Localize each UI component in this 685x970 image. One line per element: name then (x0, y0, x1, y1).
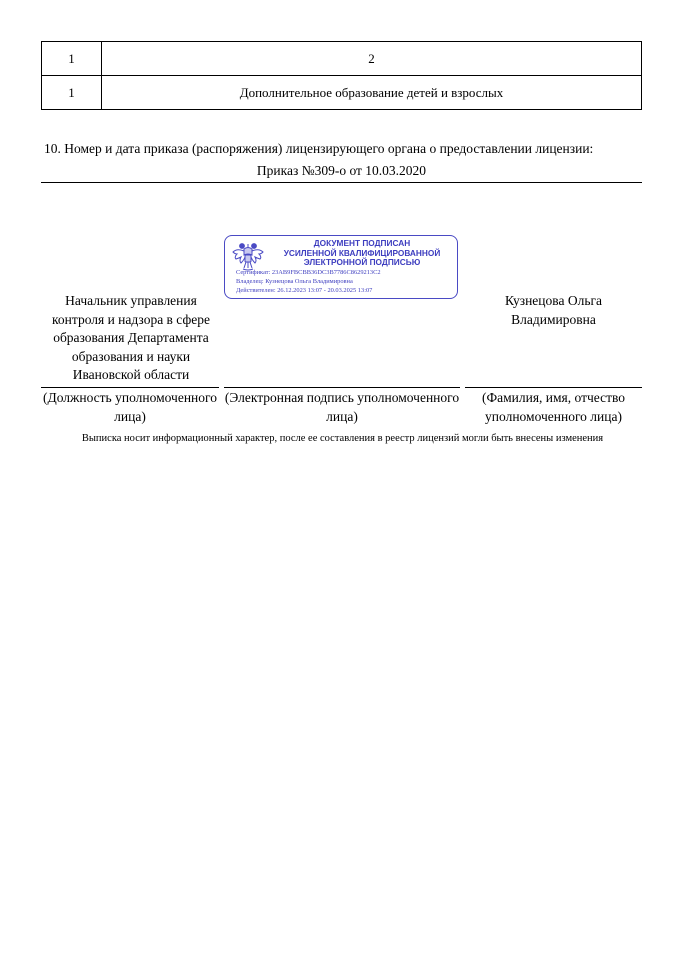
signatory-position: Начальник управления контроля и надзора в сфере образования Департамента образования и науки Ивановской области (52, 293, 210, 382)
stamp-heading-line: ДОКУМЕНТ ПОДПИСАН (313, 238, 411, 248)
table-cell: 2 (102, 42, 642, 76)
stamp-validity: Действителен: 26.12.2023 13:07 - 20.03.2025 13:07 (236, 286, 373, 294)
order-number: Приказ №309-о от 10.03.2020 (256, 163, 427, 178)
stamp-heading-line: УСИЛЕННОЙ КВАЛИФИЦИРОВАННОЙ (283, 247, 441, 258)
name-caption: (Фамилия, имя, отчество уполномоченного лица) (481, 390, 626, 424)
table-row (42, 76, 642, 110)
name-line (465, 387, 642, 388)
table-cell: 1 (42, 42, 102, 76)
order-underline (41, 182, 642, 183)
signatory-name: Кузнецова Ольга Владимировна (505, 293, 602, 327)
position-caption: (Должность уполномоченного лица) (43, 390, 217, 424)
stamp-heading-line: ЭЛЕКТРОННОЙ ПОДПИСЬЮ (303, 257, 421, 268)
stamp-owner: Владелец: Кузнецова Ольга Владимировна (236, 277, 353, 285)
e-signature-stamp (224, 235, 458, 299)
signature-caption: (Электронная подпись уполномоченного лица) (224, 390, 460, 424)
disclaimer-note: Выписка носит информационный характер, после ее составления в реестр лицензий могли быть внесены изменения (81, 433, 604, 444)
stamp-certificate: Сертификат: 23AB9FBCBB36DC3B7786C8629213C2 (236, 269, 381, 276)
position-line (41, 387, 219, 388)
item10-text: 10. Номер и дата приказа (распоряжения) лицензирующего органа о предоставлении лицензии: (44, 141, 594, 156)
signature-line (224, 387, 460, 388)
table-cell: Дополнительное образование детей и взрослых (102, 76, 642, 110)
table-cell: 1 (42, 76, 102, 110)
stamp-heading (269, 239, 455, 268)
stamp-details (236, 269, 456, 295)
table-header-row (42, 42, 642, 76)
activities-table (41, 41, 642, 110)
